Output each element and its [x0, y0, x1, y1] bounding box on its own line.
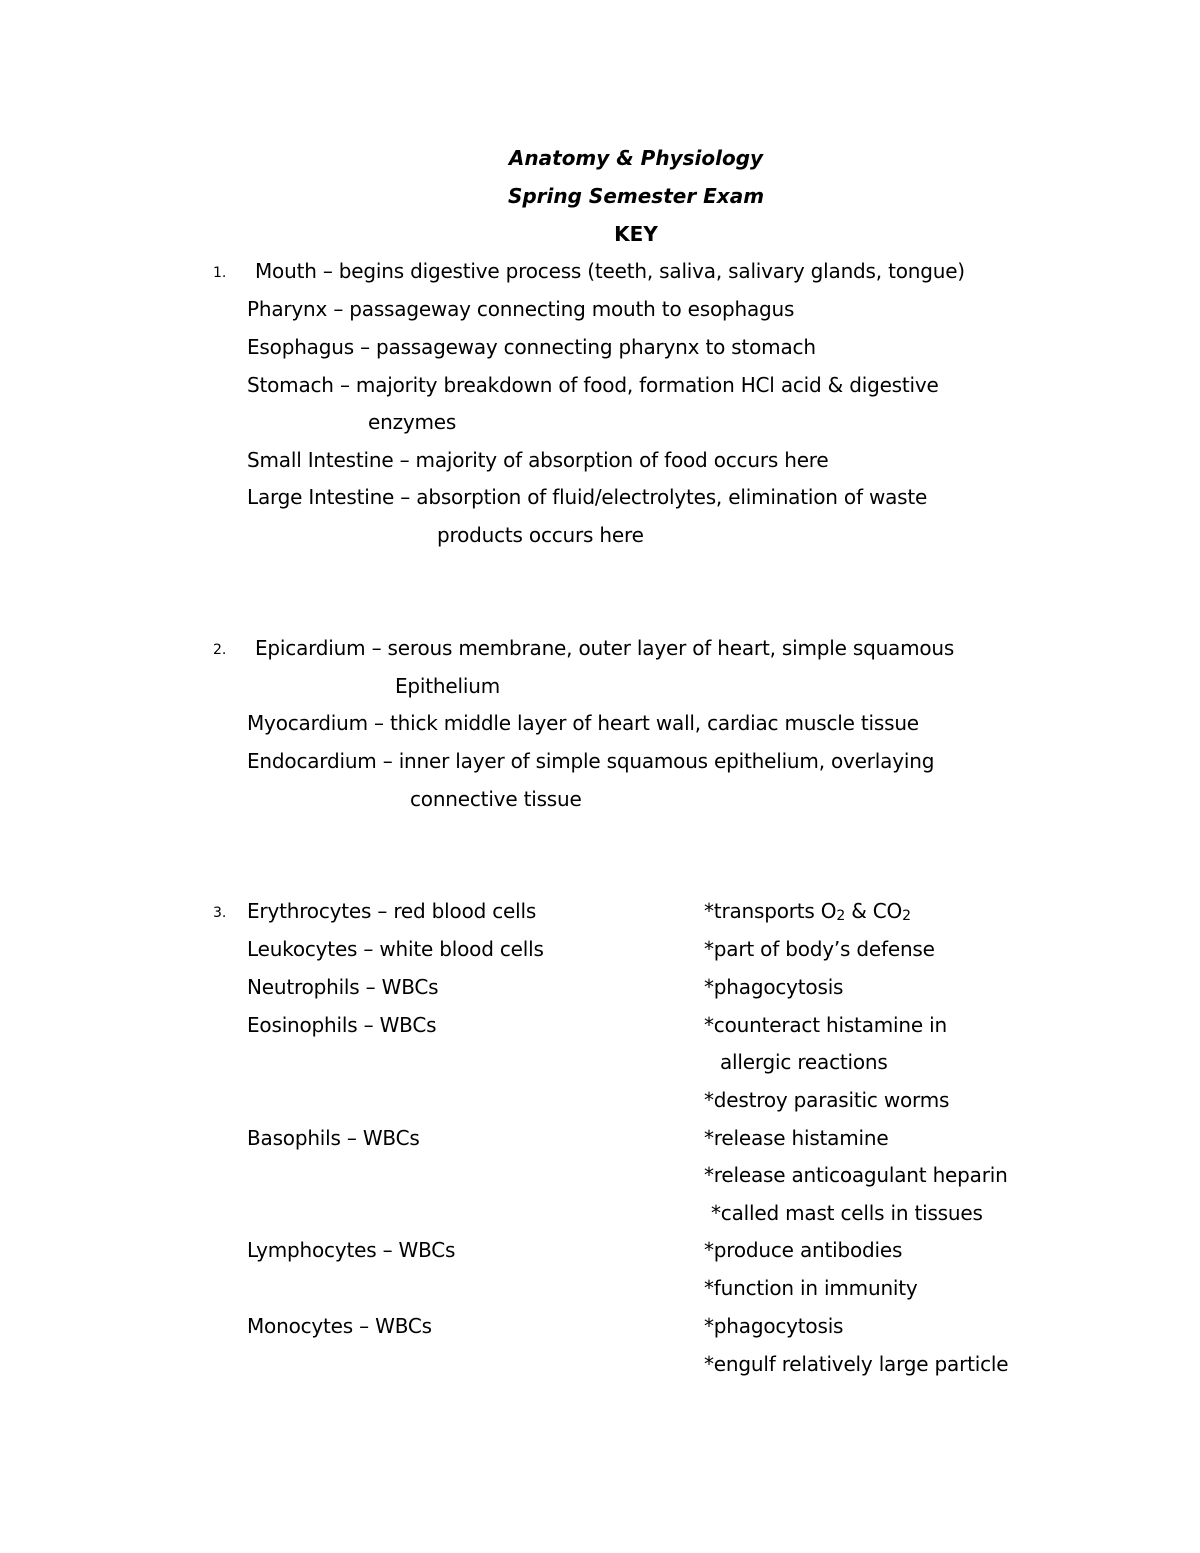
q3-cell-erythrocytes: Erythrocytes – red blood cells: [247, 899, 537, 923]
q3-function-phagocytosis-neutrophils: *phagocytosis: [704, 975, 844, 999]
document-title: Anatomy & Physiology: [508, 146, 764, 170]
answer-key-label: KEY: [614, 222, 658, 246]
q1-line-esophagus: Esophagus – passageway connecting pharynx to stomach: [247, 335, 816, 359]
q2-line-myocardium: Myocardium – thick middle layer of heart wall, cardiac muscle tissue: [247, 711, 919, 735]
q3-function-produce-antibodies: *produce antibodies: [704, 1238, 903, 1262]
q3-function-counteract-histamine: *counteract histamine in: [704, 1013, 947, 1037]
q1-line-mouth: Mouth – begins digestive process (teeth, saliva, salivary glands, tongue): [255, 259, 965, 283]
q1-line-stomach-cont: enzymes: [368, 410, 457, 434]
document-subtitle: Spring Semester Exam: [507, 184, 765, 208]
q3-cell-eosinophils: Eosinophils – WBCs: [247, 1013, 437, 1037]
q3-transports-text-a: *transports O: [704, 899, 837, 923]
q3-transports-subscript-1: 2: [836, 908, 846, 924]
q3-function-destroy-worms: *destroy parasitic worms: [704, 1088, 950, 1112]
q3-function-mast-cells: *called mast cells in tissues: [711, 1201, 983, 1225]
q3-function-phagocytosis-monocytes: *phagocytosis: [704, 1314, 844, 1338]
q3-function-release-histamine: *release histamine: [704, 1126, 889, 1150]
q1-line-pharynx: Pharynx – passageway connecting mouth to esophagus: [247, 297, 795, 321]
q1-line-stomach: Stomach – majority breakdown of food, formation HCl acid & digestive: [247, 373, 939, 397]
q2-line-endocardium-cont: connective tissue: [410, 787, 582, 811]
q3-transports-text-b: & CO: [845, 899, 903, 923]
q3-cell-lymphocytes: Lymphocytes – WBCs: [247, 1238, 456, 1262]
q3-cell-neutrophils: Neutrophils – WBCs: [247, 975, 439, 999]
q3-function-release-heparin: *release anticoagulant heparin: [704, 1163, 1008, 1187]
q1-line-small-intestine: Small Intestine – majority of absorption of food occurs here: [247, 448, 829, 472]
q3-function-engulf-particles: *engulf relatively large particle: [704, 1352, 1009, 1376]
q3-cell-basophils: Basophils – WBCs: [247, 1126, 420, 1150]
q2-line-epicardium-cont: Epithelium: [395, 674, 500, 698]
q3-function-transports: [704, 899, 911, 928]
q2-line-endocardium: Endocardium – inner layer of simple squamous epithelium, overlaying: [247, 749, 935, 773]
question-number-3: 3.: [213, 905, 227, 921]
q1-line-large-intestine: Large Intestine – absorption of fluid/electrolytes, elimination of waste: [247, 485, 928, 509]
question-number-2: 2.: [213, 642, 227, 658]
q3-function-defense: *part of body’s defense: [704, 937, 935, 961]
q3-function-immunity: *function in immunity: [704, 1276, 918, 1300]
q3-transports-subscript-2: 2: [902, 908, 911, 924]
q1-line-large-intestine-cont: products occurs here: [437, 523, 644, 547]
q3-cell-leukocytes: Leukocytes – white blood cells: [247, 937, 544, 961]
question-number-1: 1.: [213, 265, 227, 281]
q2-line-epicardium: Epicardium – serous membrane, outer layer of heart, simple squamous: [255, 636, 955, 660]
q3-function-counteract-histamine-cont: allergic reactions: [720, 1050, 888, 1074]
q3-cell-monocytes: Monocytes – WBCs: [247, 1314, 432, 1338]
